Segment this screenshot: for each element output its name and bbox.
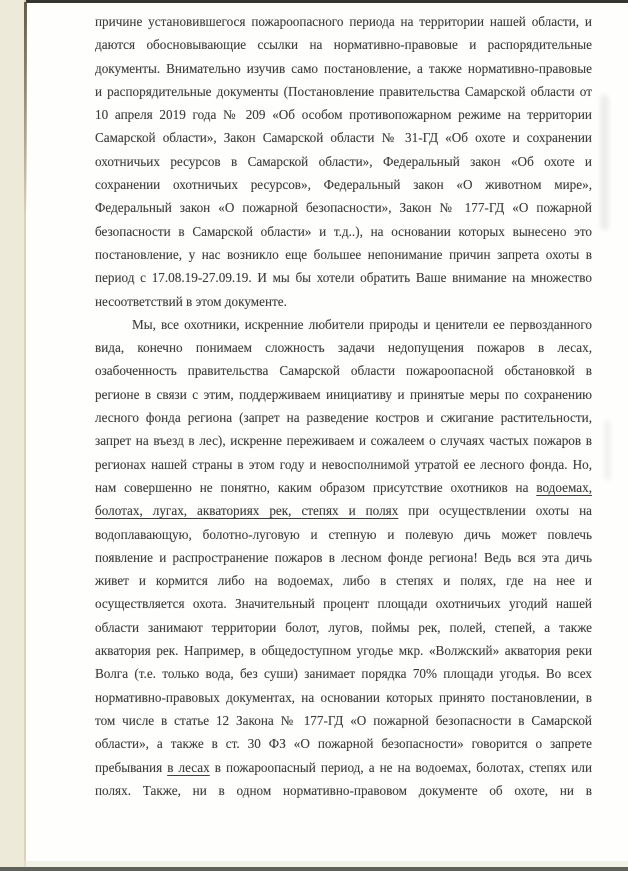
- text-line: [95, 569, 592, 592]
- page-top-edge-line: [26, 0, 628, 3]
- text-run: постановление, у нас возникло еще большее непонимание причин запрета охоты в: [95, 246, 592, 262]
- text-run: нормативно-правовых документах, на основании которых принято постановлении, в: [95, 689, 592, 705]
- text-run: причине установившегося пожароопасного периода на территории нашей области, и: [95, 14, 592, 29]
- text-line: [95, 150, 592, 173]
- scanner-bed-strip: [0, 0, 26, 871]
- text-line: [95, 196, 592, 219]
- text-line: [95, 80, 592, 103]
- text-run: несоответствий в этом документе.: [95, 293, 287, 309]
- text-run: полях. Также, ни в одном нормативно-правовом документе об охоте, ни в: [95, 782, 592, 798]
- text-run: Федеральный закон «О пожарной безопасности», Закон № 177-ГД «О пожарной: [95, 200, 592, 216]
- text-run: регионах нашей страны в этом году и невосполнимой утратой ее лесного фонда. Но,: [95, 456, 592, 472]
- text-line: [95, 662, 592, 685]
- text-line: [95, 313, 592, 336]
- text-line: [95, 290, 592, 313]
- text-line: [95, 126, 592, 149]
- text-line: [95, 33, 592, 56]
- text-run: документы. Внимательно изучив само постановление, а также нормативно-правовые: [95, 60, 592, 76]
- text-run: Самарской области», Закон Самарской области № 31-ГД «Об охоте и сохранении: [95, 130, 592, 146]
- text-line: [95, 10, 592, 33]
- text-run: 10 апреля 2019 года № 209 «Об особом противопожарном режиме на территории: [95, 107, 592, 123]
- text-run: и распорядительные документы (Постановление правительства Самарской области от: [95, 83, 592, 99]
- text-line: [95, 499, 592, 522]
- text-run: лесного фонда региона (запрет на разведение костров и сжигание растительности,: [95, 410, 592, 426]
- text-run: области занимают территории болот, лугов, поймы рек, полей, степей, а также: [95, 619, 592, 635]
- underlined-text-run: болотах, лугах, акваториях рек, степях и полях: [95, 503, 399, 519]
- text-run: вида, конечно понимаем сложность задачи недопущения пожаров в лесах,: [95, 340, 592, 356]
- underlined-text-run: в лесах: [167, 759, 210, 775]
- text-run: сохранении охотничьих ресурсов», Федеральный закон «О животном мире»,: [95, 177, 592, 193]
- text-run: водоплавающую, болотно-луговую и степную и полевую дичь может повлечь: [95, 526, 592, 542]
- text-line: [95, 453, 592, 476]
- text-line: [95, 732, 592, 755]
- text-run: при осуществлении охоты на: [398, 503, 592, 519]
- text-line: [95, 406, 592, 429]
- scan-smudge: [604, 420, 611, 480]
- text-line: [95, 336, 592, 359]
- text-run: Мы, все охотники, искренние любители природы и ценители ее первозданного: [132, 316, 592, 332]
- text-run: осуществляется охота. Значительный процент площади охотничьих угодий нашей: [95, 596, 592, 612]
- scan-smudge: [600, 95, 609, 230]
- text-run: живет и кормится либо на водоемах, либо в степях и полях, где на нее и: [95, 573, 592, 589]
- text-run: озабоченность правительства Самарской области пожароопасной обстановкой в: [95, 363, 592, 379]
- text-line: [95, 639, 592, 662]
- text-run: пребывания: [95, 759, 168, 775]
- underlined-text-run: водоемах,: [536, 479, 592, 495]
- text-run: регионе в связи с этим, поддерживаем инициативу и принятые меры по сохранению: [95, 386, 592, 402]
- text-line: [95, 756, 592, 779]
- text-run: акватория рек. Например, в общедоступном угодье мкр. «Волжский» акватория реки: [95, 643, 592, 659]
- text-line: [95, 359, 592, 382]
- text-run: появление и распространение пожаров в лесном фонде региона! Ведь вся эта дичь: [95, 549, 592, 565]
- text-line: [95, 57, 592, 80]
- text-line: [95, 476, 592, 499]
- text-line: [95, 592, 592, 615]
- text-line: [95, 779, 592, 802]
- text-line: [95, 220, 592, 243]
- text-line: [95, 523, 592, 546]
- letter-body-text: [95, 10, 592, 802]
- text-line: [95, 266, 592, 289]
- text-run: период с 17.08.19-27.09.19. И мы бы хотели обратить Ваше внимание на множество: [95, 270, 592, 286]
- text-line: [95, 709, 592, 732]
- text-line: [95, 616, 592, 639]
- text-run: в пожароопасный период, а не на водоемах, болотах, степях или: [209, 759, 592, 775]
- page-bottom-edge-line: [0, 867, 628, 871]
- text-run: безопасности в Самарской области» и т.д..), на основании которых вынесено это: [95, 223, 592, 239]
- text-line: [95, 243, 592, 266]
- text-run: нам совершенно не понятно, каким образом присутствие охотников на: [95, 479, 537, 495]
- text-run: том числе в статье 12 Закона № 177-ГД «О пожарной безопасности в Самарской: [95, 712, 592, 728]
- text-run: запрет на въезд в лес), искренне переживаем и сожалеем о случаях частых пожаров в: [95, 433, 592, 449]
- text-line: [95, 103, 592, 126]
- text-run: даются обосновывающие ссылки на нормативно-правовые и распорядительные: [95, 37, 592, 53]
- text-line: [95, 173, 592, 196]
- page-left-edge-shadow: [24, 2, 27, 217]
- text-run: области», а также в ст. 30 ФЗ «О пожарной безопасности» говорится о запрете: [95, 736, 592, 752]
- text-run: Волга (т.е. только вода, без суши) занимает порядка 70% площади угодья. Во всех: [95, 666, 592, 682]
- text-line: [95, 383, 592, 406]
- text-line: [95, 429, 592, 452]
- text-run: охотничьих ресурсов в Самарской области», Федеральный закон «Об охоте и: [95, 153, 592, 169]
- text-line: [95, 546, 592, 569]
- text-line: [95, 686, 592, 709]
